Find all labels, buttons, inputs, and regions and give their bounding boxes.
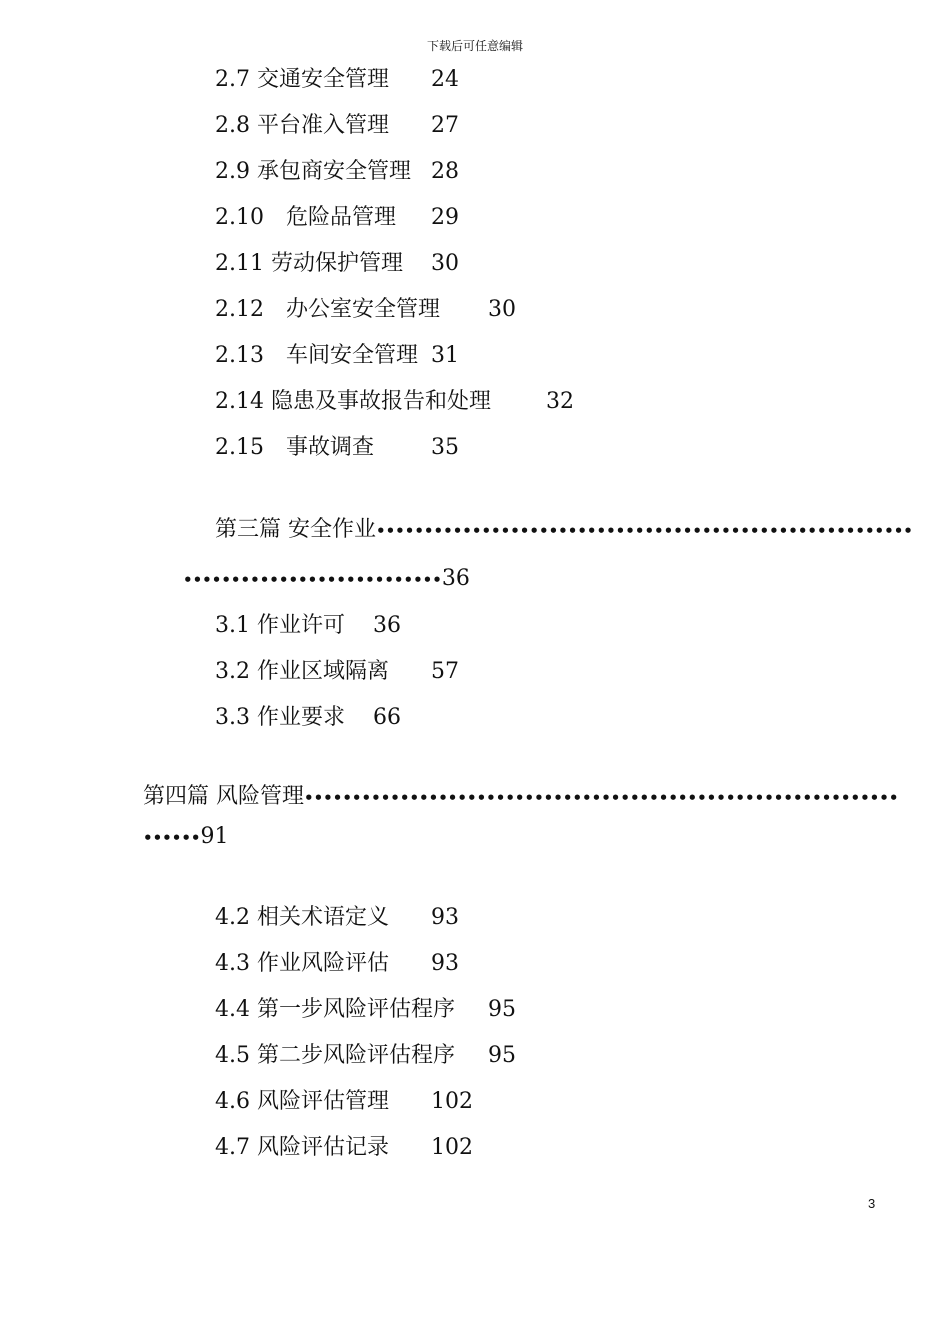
toc-label: 2.8 平台准入管理: [215, 113, 389, 138]
toc-label: 2.12 办公室安全管理: [215, 297, 440, 322]
toc-label: 4.2 相关术语定义: [215, 905, 389, 930]
toc-label: 2.10 危险品管理: [215, 205, 396, 230]
toc-page-number: 91: [200, 824, 229, 849]
toc-entry-2-14[interactable]: [215, 387, 595, 417]
toc-page-number: 27: [431, 113, 459, 138]
toc-page-number: 28: [431, 159, 459, 184]
toc-label: 2.9 承包商安全管理: [215, 159, 411, 184]
toc-entry-4-4[interactable]: [215, 995, 535, 1025]
toc-entry-3-2[interactable]: [215, 657, 515, 687]
toc-page-number: 93: [431, 951, 459, 976]
toc-entry-2-13[interactable]: [215, 341, 515, 371]
toc-page-number: 66: [373, 705, 401, 730]
toc-entry-4-3[interactable]: [215, 949, 515, 979]
toc-page-number: 93: [431, 905, 459, 930]
page-header: 下载后可任意编辑: [426, 39, 523, 53]
toc-label: 2.14 隐患及事故报告和处理: [215, 389, 491, 414]
toc-part-3-continuation: [183, 564, 470, 595]
toc-page-number: 57: [431, 659, 459, 684]
toc-entry-2-11[interactable]: [215, 249, 515, 279]
toc-entry-2-12[interactable]: [215, 295, 535, 325]
toc-page-number: 35: [431, 435, 459, 460]
toc-page-number: 30: [488, 297, 516, 322]
toc-page-number: 29: [431, 205, 459, 230]
toc-entry-2-7[interactable]: [215, 65, 515, 95]
toc-page-number: 30: [431, 251, 459, 276]
toc-page-number: 95: [488, 997, 516, 1022]
toc-page-number: 95: [488, 1043, 516, 1068]
toc-entry-4-6[interactable]: [215, 1087, 515, 1117]
toc-entry-2-10[interactable]: [215, 203, 515, 233]
toc-entry-3-1[interactable]: [215, 611, 515, 641]
toc-page-number: 36: [441, 566, 470, 591]
toc-part-3-heading[interactable]: [215, 515, 913, 546]
toc-label: 4.4 第一步风险评估程序: [215, 997, 455, 1022]
toc-page-number: 102: [431, 1135, 473, 1160]
toc-part-4-heading[interactable]: [143, 782, 898, 813]
toc-entry-2-8[interactable]: [215, 111, 515, 141]
toc-leader-dots: •••••••••••••••••••••••••••: [183, 571, 442, 589]
page-number: 3: [868, 1196, 876, 1211]
toc-label: 4.3 作业风险评估: [215, 951, 389, 976]
toc-label: 3.1 作业许可: [215, 613, 345, 638]
toc-entry-4-5[interactable]: [215, 1041, 535, 1071]
toc-leader-dots: ••••••: [143, 829, 201, 847]
toc-label: 3.2 作业区域隔离: [215, 659, 389, 684]
toc-leader-dots: ••••••••••••••••••••••••••••••••••••••••••••••••••••••••: [376, 522, 913, 540]
toc-label: 4.7 风险评估记录: [215, 1135, 389, 1160]
toc-label: 3.3 作业要求: [215, 705, 345, 730]
toc-entry-2-15[interactable]: [215, 433, 515, 463]
toc-entry-2-9[interactable]: [215, 157, 515, 187]
toc-label: 2.11 劳动保护管理: [215, 251, 403, 276]
toc-label: 4.5 第二步风险评估程序: [215, 1043, 455, 1068]
toc-label: 2.7 交通安全管理: [215, 67, 389, 92]
toc-entry-4-7[interactable]: [215, 1133, 515, 1163]
toc-entry-3-3[interactable]: [215, 703, 515, 733]
toc-label: 2.15 事故调查: [215, 435, 374, 460]
toc-leader-dots: ••••••••••••••••••••••••••••••••••••••••••••••••••••••••••••••: [304, 789, 899, 807]
toc-page-number: 102: [431, 1089, 473, 1114]
toc-page-number: 31: [431, 343, 459, 368]
toc-page-number: 24: [431, 67, 459, 92]
toc-part-label: 第三篇 安全作业: [215, 517, 376, 542]
toc-part-4-continuation: [143, 822, 229, 853]
toc-part-label: 第四篇 风险管理: [143, 784, 304, 809]
toc-label: 2.13 车间安全管理: [215, 343, 418, 368]
toc-page-number: 32: [546, 389, 574, 414]
toc-label: 4.6 风险评估管理: [215, 1089, 389, 1114]
toc-page-number: 36: [373, 613, 401, 638]
toc-entry-4-2[interactable]: [215, 903, 515, 933]
